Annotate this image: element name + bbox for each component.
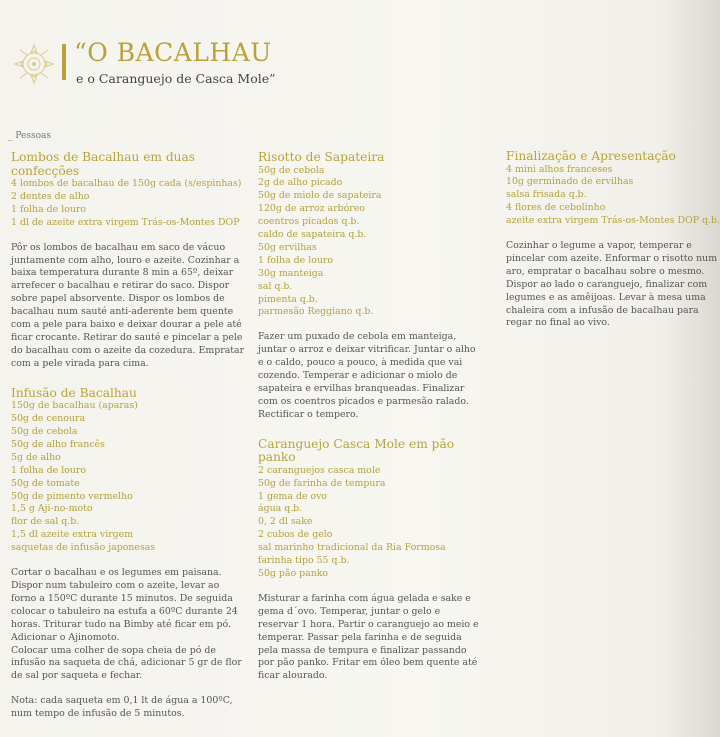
ingredient: 2g de alho picado	[258, 177, 343, 189]
section-title-lombos: Lombos de Bacalhau em duas confecções	[11, 150, 196, 178]
ingredient: 50g de miolo de sapateira	[258, 190, 382, 202]
method-infusao-2: Colocar uma colher de sopa cheia de pó de infusão na saqueta de chá, adicionar 5 gr de flor de sal por saqueta e fechar.	[11, 644, 242, 682]
ingredient: caldo de sapateira q.b.	[258, 229, 367, 241]
ingredient: pimenta q.b.	[258, 293, 318, 305]
column-right	[506, 150, 718, 330]
ingredient: coentros picados q.b.	[258, 216, 360, 228]
ingredient: 4 lombos de bacalhau de 150g cada (s/espinhas)	[11, 178, 242, 189]
method-infusao-1: Cortar o bacalhau e os legumes em paisana. Dispor num tabuleiro com o azeite, levar ao forno a 150ºC durante 15 minutos. De seguida colocar o tabuleiro na estufa a 60ºC durante 24 horas. Triturar tudo na Bimby até ficar em pó. Adicionar o Ajinomoto.	[11, 567, 238, 643]
note-infusao: Nota: cada saqueta em 0,1 lt de água a 100ºC, num tempo de infusão de 5 minutos.	[11, 695, 233, 720]
ingredient: 50g de alho francês	[11, 438, 105, 450]
servings-label: _ Pessoas	[8, 131, 51, 141]
section-title-finalizacao: Finalização e Apresentação	[506, 149, 676, 163]
ingredient: 1 folha de louro	[11, 464, 86, 476]
method-lombos: Pôr os lombos de bacalhau em saco de vácuo juntamente com alho, louro e azeite. Cozinhar a baixa temperatura durante 8 min a 65º, deixar arrefecer o bacalhau e retirar do saco. Dispor sobre papel absorvente. Dispor os lombos de bacalhau num sauté anti-aderente bem quente com a pele para baixo e deixar dourar a pele até ficar crocante. Retirar do sauté e pincelar a pele do bacalhau com o azeite da cozedura. Empratar com a pele virada para cima.	[11, 241, 245, 369]
method-risotto: Fazer um puxado de cebola em manteiga, juntar o arroz e deixar vitrificar. Juntar o alho e o caldo, pouco a pouco, à medida que vai cozendo. Temperar e adicionar o miolo de sapateira e ervilhas branqueadas. Finalizar com os coentros picados e parmesão ralado. Rectificar o tempero.	[258, 331, 476, 420]
ingredient: 50g pão panko	[258, 567, 329, 579]
ingredient: sal marinho tradicional da Ria Formosa	[258, 542, 446, 554]
ingredient-list-caranguejo	[258, 465, 483, 581]
ingredient: 4 mini alhos franceses	[506, 163, 613, 175]
section-title-risotto: Risotto de Sapateira	[258, 150, 385, 164]
section-title-infusao: Infusão de Bacalhau	[11, 385, 137, 400]
section-title-caranguejo: Caranguejo Casca Mole em pão panko	[258, 436, 455, 465]
ingredient: 50g de pimento vermelho	[11, 490, 133, 502]
ingredient: flor de sal q.b.	[11, 516, 80, 528]
ingredient: 1,5 g Aji-no-moto	[11, 503, 93, 515]
column-left	[11, 151, 247, 721]
ingredient: 4 flores de cebolinho	[506, 202, 606, 214]
ingredient: 50g de cenoura	[11, 413, 86, 425]
ingredient: sal q.b.	[258, 280, 293, 292]
ingredient: farinha tipo 55 q.b.	[258, 555, 350, 567]
ingredient: 50g de cebola	[258, 164, 325, 176]
ingredient: 1 dl de azeite extra virgem Trás-os-Montes DOP	[11, 216, 240, 228]
method-finalizacao: Cozinhar o legume a vapor, temperar e pincelar com azeite. Enformar o risotto num aro, empratar o bacalhau sobre o mesmo. Dispor ao lado o caranguejo, finalizar com legumes e as amêijoas. Levar à mesa uma chaleira com a infusão de bacalhau para regar no final ao vivo.	[506, 240, 718, 329]
ornament-logo	[12, 42, 56, 86]
method-caranguejo: Misturar a farinha com água gelada e sake e gema d´ovo. Temperar, juntar o gelo e reservar 1 hora. Partir o caranguejo ao meio e temperar. Passar pela farinha e de seguida pela massa de tempura e finalizar passando por pão panko. Fritar em óleo bem quente até ficar alourado.	[258, 592, 479, 682]
page-subtitle: e o Caranguejo de Casca Mole”	[76, 71, 276, 86]
ingredient-list-lombos	[11, 178, 247, 230]
ingredient-list-finalizacao	[506, 164, 718, 229]
ingredient: 2 dentes de alho	[11, 190, 90, 202]
ingredient: água q.b.	[258, 503, 303, 515]
ingredient-list-risotto	[258, 165, 483, 320]
ingredient: 50g de cebola	[11, 426, 78, 437]
column-middle	[258, 151, 483, 683]
ingredient: parmesão Reggiano q.b.	[258, 306, 374, 318]
ingredient: 50g de farinha de tempura	[258, 477, 386, 489]
title-accent-bar	[62, 44, 66, 80]
ingredient: 1,5 dl azeite extra virgem	[11, 529, 134, 541]
ingredient: 5g de alho	[11, 451, 61, 463]
ingredient: 2 cubos de gelo	[258, 529, 333, 541]
ingredient: 1 folha de louro	[11, 203, 86, 215]
ingredient: 1 gema de ovo	[258, 490, 328, 502]
ingredient: 50g de tomate	[11, 477, 80, 489]
ingredient: saquetas de infusão japonesas	[11, 542, 156, 554]
ingredient: 150g de bacalhau (aparas)	[11, 400, 138, 412]
ingredient: 30g manteiga	[258, 267, 324, 279]
ingredient: 2 caranguejos casca mole	[258, 464, 381, 476]
page-title: “O BACALHAU	[74, 38, 272, 67]
ingredient: salsa frisada q.b.	[506, 189, 587, 201]
ingredient: 10g germinado de ervilhas	[506, 176, 634, 188]
ingredient: 120g de arroz arbóreo	[258, 203, 365, 215]
ingredient-list-infusao	[11, 400, 247, 555]
ingredient: 1 folha de louro	[258, 254, 333, 266]
ingredient: 50g ervilhas	[258, 241, 317, 253]
ingredient: azeite extra virgem Trás-os-Montes DOP q.b.	[506, 215, 720, 227]
ingredient: 0, 2 dl sake	[258, 516, 313, 528]
